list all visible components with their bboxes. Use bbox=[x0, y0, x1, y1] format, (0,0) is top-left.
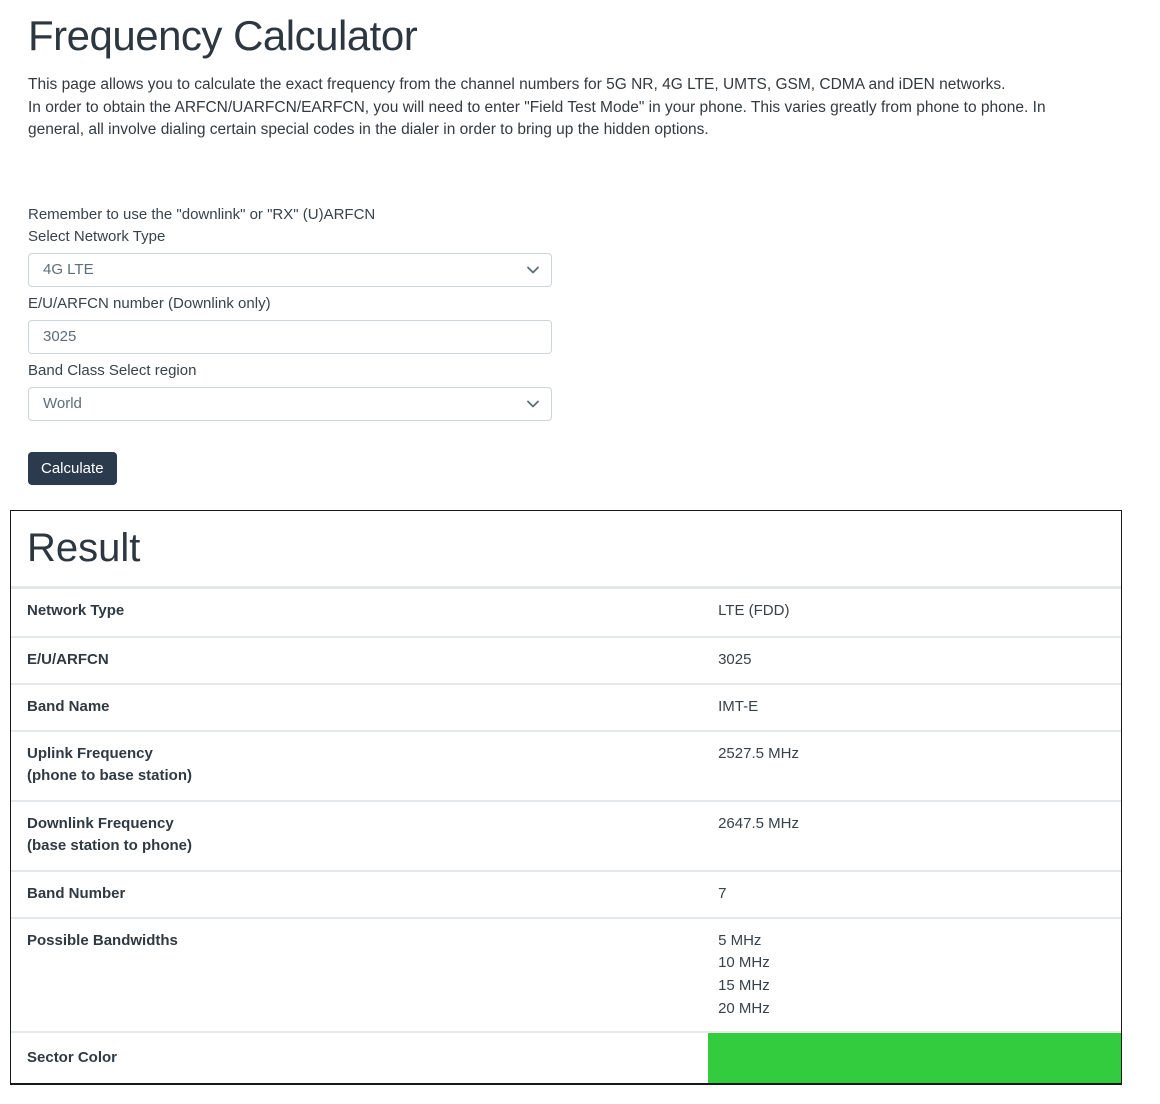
calculator-form bbox=[28, 204, 1132, 485]
result-row-possible-bandwidths bbox=[11, 917, 1121, 1032]
row-label: Sector Color bbox=[27, 1049, 118, 1067]
main-content bbox=[0, 0, 1160, 485]
row-label-sub: (base station to phone) bbox=[27, 836, 192, 854]
result-row-arfcn bbox=[11, 636, 1121, 683]
result-row-network-type bbox=[11, 589, 1121, 636]
result-row-band-name bbox=[11, 683, 1121, 730]
region-selected-value: World bbox=[43, 395, 82, 412]
intro-text bbox=[28, 74, 1073, 142]
row-value: IMT-E bbox=[718, 697, 759, 715]
row-label-sub: (phone to base station) bbox=[27, 766, 192, 784]
row-value bbox=[708, 919, 1121, 1032]
row-label: E/U/ARFCN bbox=[27, 650, 109, 668]
result-heading: Result bbox=[27, 525, 141, 570]
network-type-label: Select Network Type bbox=[28, 227, 166, 245]
row-label: Possible Bandwidths bbox=[27, 931, 178, 949]
row-label-main: Downlink Frequency bbox=[27, 814, 174, 832]
row-value: 3025 bbox=[718, 650, 752, 668]
row-label bbox=[11, 732, 708, 800]
result-row-uplink-frequency bbox=[11, 730, 1121, 800]
sector-color-swatch bbox=[708, 1033, 1121, 1083]
page-title: Frequency Calculator bbox=[28, 12, 418, 59]
bandwidth-item: 10 MHz bbox=[718, 954, 770, 972]
result-panel bbox=[10, 510, 1122, 1086]
arfcn-label: E/U/ARFCN number (Downlink only) bbox=[28, 294, 271, 312]
bandwidth-item: 15 MHz bbox=[718, 976, 770, 994]
network-type-select[interactable] bbox=[28, 253, 552, 287]
network-type-selected-value: 4G LTE bbox=[43, 261, 94, 278]
row-label: Band Name bbox=[27, 697, 110, 715]
row-label bbox=[11, 802, 708, 870]
result-row-downlink-frequency bbox=[11, 800, 1121, 870]
result-header bbox=[11, 511, 1121, 589]
calculate-button[interactable]: Calculate bbox=[28, 452, 117, 485]
bandwidth-item: 5 MHz bbox=[718, 931, 762, 949]
row-label: Band Number bbox=[27, 884, 126, 902]
row-value: LTE (FDD) bbox=[718, 601, 790, 619]
intro-line-2: In order to obtain the ARFCN/UARFCN/EARFCN, you will need to enter "Field Test Mode" in your phone. This varies greatly from phone to phone. In general, all involve dialing certain special codes in the dialer in order to bring up the hidden options. bbox=[28, 98, 1046, 138]
result-row-sector-color bbox=[11, 1031, 1121, 1083]
row-value: 2647.5 MHz bbox=[718, 814, 799, 832]
bandwidth-item: 20 MHz bbox=[718, 999, 770, 1017]
band-class-label: Band Class Select region bbox=[28, 361, 197, 379]
row-label: Network Type bbox=[27, 601, 125, 619]
intro-line-1: This page allows you to calculate the exact frequency from the channel numbers for 5G NR, 4G LTE, UMTS, GSM, CDMA and iDEN networks. bbox=[28, 76, 1006, 93]
region-select[interactable] bbox=[28, 387, 552, 421]
chevron-down-icon bbox=[527, 400, 539, 408]
row-value: 7 bbox=[718, 884, 727, 902]
result-row-band-number bbox=[11, 870, 1121, 917]
downlink-reminder: Remember to use the "downlink" or "RX" (U)ARFCN bbox=[28, 205, 376, 223]
chevron-down-icon bbox=[527, 266, 539, 274]
arfcn-input[interactable] bbox=[28, 320, 552, 354]
row-label-main: Uplink Frequency bbox=[27, 744, 153, 762]
row-value: 2527.5 MHz bbox=[718, 744, 799, 762]
